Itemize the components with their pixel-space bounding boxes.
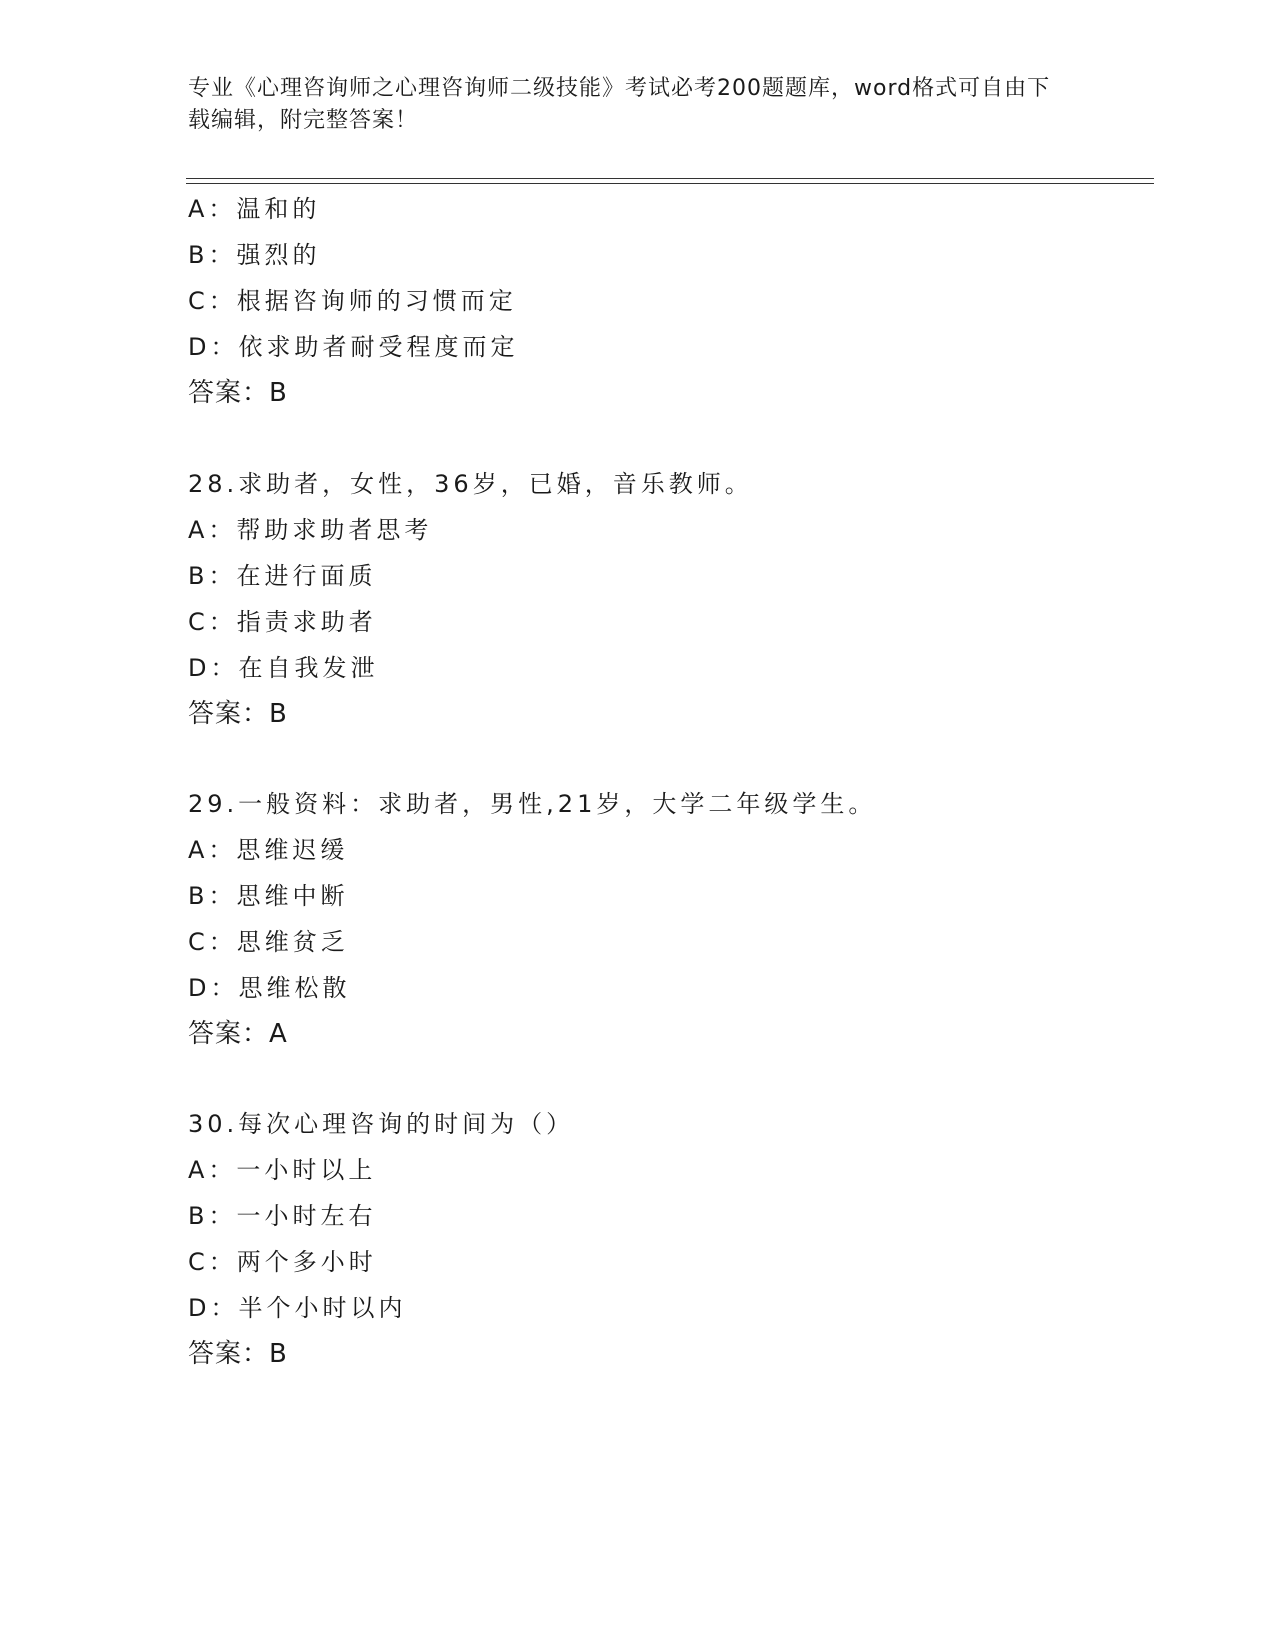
header-divider-top	[186, 178, 1154, 179]
option-d: D：依求助者耐受程度而定	[188, 333, 519, 361]
option-c: C：思维贫乏	[188, 928, 349, 956]
question-28	[188, 461, 1148, 737]
option-c: C：两个多小时	[188, 1248, 377, 1276]
option-b: B：一小时左右	[188, 1202, 377, 1230]
option-a: A：思维迟缓	[188, 836, 349, 864]
document-header: 专业《心理咨询师之心理咨询师二级技能》考试必考200题题库，word格式可自由下载编辑，附完整答案！	[188, 76, 1051, 133]
answer-value: B	[269, 378, 288, 408]
question-text: 30.每次心理咨询的时间为（）	[188, 1110, 575, 1138]
answer-value: B	[269, 1339, 288, 1369]
question-text: 28.求助者，女性，36岁，已婚，音乐教师。	[188, 470, 753, 498]
option-a: A：一小时以上	[188, 1156, 377, 1184]
answer-label: 答案：	[188, 378, 270, 408]
option-d: D：在自我发泄	[188, 654, 379, 682]
answer-line	[188, 691, 1148, 737]
option-b: B：思维中断	[188, 882, 349, 910]
question-30	[188, 1101, 1148, 1377]
option-b: B：强烈的	[188, 241, 321, 269]
answer-label: 答案：	[188, 1019, 270, 1049]
option-d: D：半个小时以内	[188, 1294, 407, 1322]
answer-line	[188, 370, 1148, 416]
option-c: C：指责求助者	[188, 608, 377, 636]
answer-line	[188, 1331, 1148, 1377]
question-text: 29.一般资料：求助者，男性,21岁，大学二年级学生。	[188, 790, 877, 818]
option-c: C：根据咨询师的习惯而定	[188, 287, 517, 315]
option-d: D：思维松散	[188, 974, 351, 1002]
answer-value: B	[269, 699, 288, 729]
header-divider-bottom	[186, 183, 1154, 184]
option-b: B：在进行面质	[188, 562, 377, 590]
question-29	[188, 781, 1148, 1057]
question-27	[188, 186, 1148, 416]
answer-label: 答案：	[188, 699, 270, 729]
option-a: A：温和的	[188, 195, 321, 223]
answer-value: A	[269, 1019, 288, 1049]
option-a: A：帮助求助者思考	[188, 516, 433, 544]
answer-line	[188, 1011, 1148, 1057]
answer-label: 答案：	[188, 1339, 270, 1369]
